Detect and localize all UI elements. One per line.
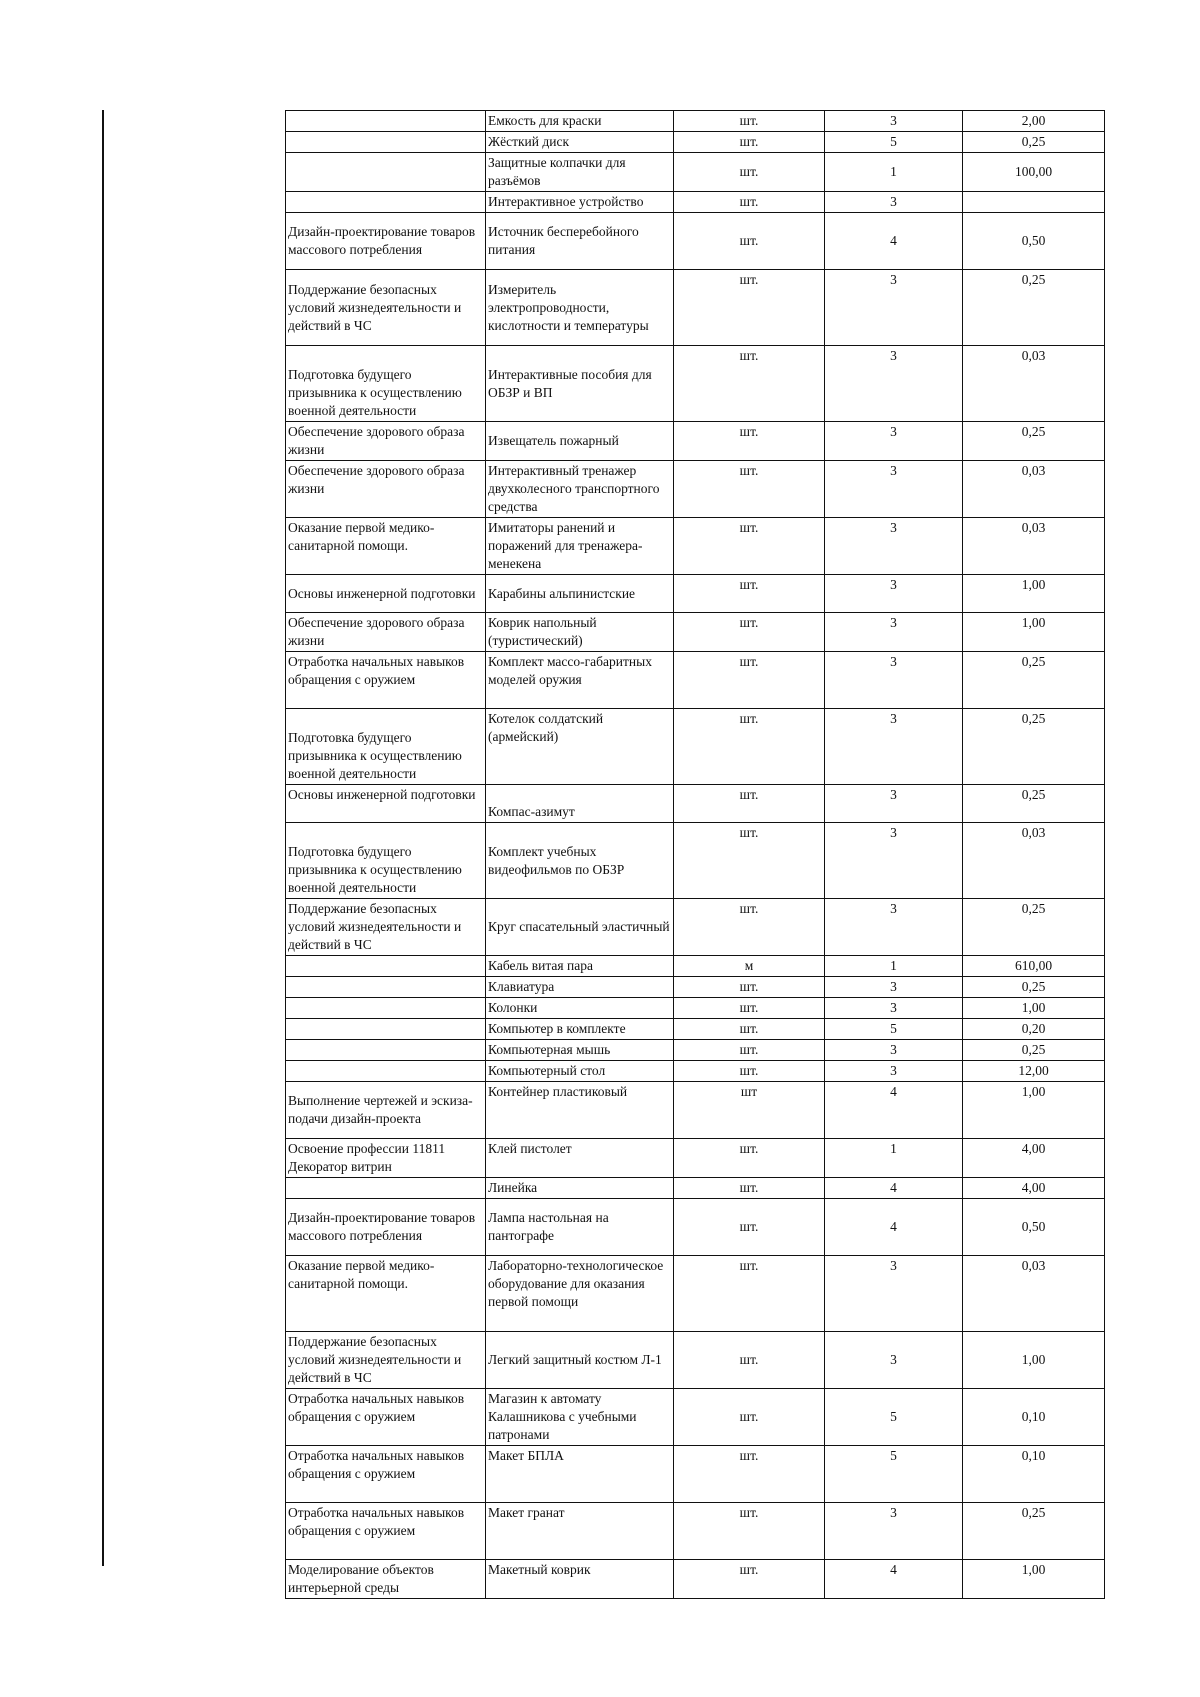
- quantity-cell: 3: [825, 346, 963, 422]
- equipment-cell: Защитные колпачки для разъёмов: [486, 153, 674, 192]
- equipment-cell: Легкий защитный костюм Л-1: [486, 1332, 674, 1389]
- value-cell: 0,50: [963, 1199, 1105, 1256]
- equipment-cell: Комплект массо-габаритных моделей оружия: [486, 652, 674, 709]
- value-cell: 0,20: [963, 1019, 1105, 1040]
- table-row: [286, 1560, 1105, 1599]
- discipline-cell: Подготовка будущего призывника к осуществлению военной деятельности: [286, 346, 486, 422]
- equipment-cell: Коврик напольный (туристический): [486, 613, 674, 652]
- discipline-cell: [286, 1178, 486, 1199]
- quantity-cell: 3: [825, 111, 963, 132]
- value-cell: 0,03: [963, 1256, 1105, 1332]
- quantity-cell: 3: [825, 575, 963, 613]
- unit-cell: шт.: [674, 1019, 825, 1040]
- value-cell: 1,00: [963, 1082, 1105, 1139]
- value-cell: 0,25: [963, 709, 1105, 785]
- discipline-cell: Дизайн-проектирование товаров массового потребления: [286, 213, 486, 270]
- table-row: [286, 785, 1105, 823]
- unit-cell: м: [674, 956, 825, 977]
- discipline-cell: [286, 1040, 486, 1061]
- equipment-cell: Лампа настольная на пантографе: [486, 1199, 674, 1256]
- value-cell: 0,03: [963, 461, 1105, 518]
- table-row: [286, 270, 1105, 346]
- value-cell: 4,00: [963, 1139, 1105, 1178]
- quantity-cell: 3: [825, 1040, 963, 1061]
- equipment-cell: Клей пистолет: [486, 1139, 674, 1178]
- quantity-cell: 4: [825, 213, 963, 270]
- unit-cell: шт.: [674, 1256, 825, 1332]
- table-row: [286, 1389, 1105, 1446]
- discipline-cell: Выполнение чертежей и эскиза-подачи дизайн-проекта: [286, 1082, 486, 1139]
- quantity-cell: 3: [825, 613, 963, 652]
- table-row: [286, 1139, 1105, 1178]
- value-cell: 0,25: [963, 785, 1105, 823]
- equipment-cell: Колонки: [486, 998, 674, 1019]
- table-row: [286, 613, 1105, 652]
- unit-cell: шт.: [674, 1446, 825, 1503]
- equipment-cell: Источник бесперебойного питания: [486, 213, 674, 270]
- quantity-cell: 3: [825, 652, 963, 709]
- table-row: [286, 192, 1105, 213]
- quantity-cell: 4: [825, 1560, 963, 1599]
- value-cell: 1,00: [963, 613, 1105, 652]
- equipment-cell: Комплект учебных видеофильмов по ОБЗР: [486, 823, 674, 899]
- unit-cell: шт.: [674, 652, 825, 709]
- unit-cell: шт: [674, 1082, 825, 1139]
- discipline-cell: Моделирование объектов интерьерной среды: [286, 1560, 486, 1599]
- unit-cell: шт.: [674, 1199, 825, 1256]
- equipment-cell: Интерактивное устройство: [486, 192, 674, 213]
- discipline-cell: Отработка начальных навыков обращения с оружием: [286, 1389, 486, 1446]
- value-cell: 0,50: [963, 213, 1105, 270]
- value-cell: 0,25: [963, 652, 1105, 709]
- unit-cell: шт.: [674, 613, 825, 652]
- discipline-cell: [286, 998, 486, 1019]
- quantity-cell: 3: [825, 1332, 963, 1389]
- value-cell: 0,25: [963, 1040, 1105, 1061]
- discipline-cell: Оказание первой медико-санитарной помощи.: [286, 518, 486, 575]
- table-row: [286, 1082, 1105, 1139]
- table-row: [286, 153, 1105, 192]
- quantity-cell: 3: [825, 709, 963, 785]
- table-row: [286, 422, 1105, 461]
- value-cell: 0,25: [963, 422, 1105, 461]
- equipment-table: [285, 110, 1105, 1599]
- quantity-cell: 3: [825, 998, 963, 1019]
- unit-cell: шт.: [674, 346, 825, 422]
- table-row: [286, 111, 1105, 132]
- quantity-cell: 4: [825, 1082, 963, 1139]
- table-row: [286, 213, 1105, 270]
- quantity-cell: 5: [825, 1389, 963, 1446]
- discipline-cell: Дизайн-проектирование товаров массового потребления: [286, 1199, 486, 1256]
- left-margin-rule: [102, 110, 104, 1566]
- equipment-cell: Линейка: [486, 1178, 674, 1199]
- quantity-cell: 5: [825, 1446, 963, 1503]
- unit-cell: шт.: [674, 422, 825, 461]
- equipment-cell: Компас-азимут: [486, 785, 674, 823]
- discipline-cell: [286, 956, 486, 977]
- table-row: [286, 346, 1105, 422]
- value-cell: 0,25: [963, 977, 1105, 998]
- equipment-cell: Компьютерная мышь: [486, 1040, 674, 1061]
- unit-cell: шт.: [674, 1139, 825, 1178]
- discipline-cell: [286, 132, 486, 153]
- value-cell: 0,25: [963, 899, 1105, 956]
- value-cell: 1,00: [963, 575, 1105, 613]
- equipment-cell: Извещатель пожарный: [486, 422, 674, 461]
- value-cell: 610,00: [963, 956, 1105, 977]
- quantity-cell: 4: [825, 1178, 963, 1199]
- unit-cell: шт.: [674, 192, 825, 213]
- unit-cell: шт.: [674, 709, 825, 785]
- quantity-cell: 3: [825, 823, 963, 899]
- equipment-cell: Кабель витая пара: [486, 956, 674, 977]
- table-row: [286, 652, 1105, 709]
- quantity-cell: 3: [825, 422, 963, 461]
- equipment-cell: Контейнер пластиковый: [486, 1082, 674, 1139]
- quantity-cell: 1: [825, 1139, 963, 1178]
- quantity-cell: 3: [825, 785, 963, 823]
- unit-cell: шт.: [674, 1560, 825, 1599]
- quantity-cell: 3: [825, 899, 963, 956]
- equipment-cell: Карабины альпинистские: [486, 575, 674, 613]
- unit-cell: шт.: [674, 977, 825, 998]
- table-body: [286, 111, 1105, 1599]
- value-cell: 0,03: [963, 518, 1105, 575]
- equipment-cell: Компьютер в комплекте: [486, 1019, 674, 1040]
- discipline-cell: Отработка начальных навыков обращения с оружием: [286, 1446, 486, 1503]
- unit-cell: шт.: [674, 1040, 825, 1061]
- table-row: [286, 956, 1105, 977]
- value-cell: 100,00: [963, 153, 1105, 192]
- discipline-cell: Поддержание безопасных условий жизнедеятельности и действий в ЧС: [286, 899, 486, 956]
- unit-cell: шт.: [674, 153, 825, 192]
- unit-cell: шт.: [674, 518, 825, 575]
- table-row: [286, 1256, 1105, 1332]
- equipment-cell: Имитаторы ранений и поражений для тренажера-менекена: [486, 518, 674, 575]
- unit-cell: шт.: [674, 1061, 825, 1082]
- unit-cell: шт.: [674, 132, 825, 153]
- unit-cell: шт.: [674, 111, 825, 132]
- unit-cell: шт.: [674, 785, 825, 823]
- discipline-cell: Отработка начальных навыков обращения с оружием: [286, 1503, 486, 1560]
- equipment-cell: Лабораторно-технологическое оборудование для оказания первой помощи: [486, 1256, 674, 1332]
- discipline-cell: [286, 977, 486, 998]
- value-cell: 1,00: [963, 998, 1105, 1019]
- quantity-cell: 4: [825, 1199, 963, 1256]
- table-row: [286, 977, 1105, 998]
- unit-cell: шт.: [674, 1389, 825, 1446]
- value-cell: 0,10: [963, 1446, 1105, 1503]
- unit-cell: шт.: [674, 823, 825, 899]
- unit-cell: шт.: [674, 1178, 825, 1199]
- discipline-cell: [286, 1019, 486, 1040]
- table-row: [286, 1332, 1105, 1389]
- discipline-cell: Обеспечение здорового образа жизни: [286, 613, 486, 652]
- unit-cell: шт.: [674, 1332, 825, 1389]
- unit-cell: шт.: [674, 575, 825, 613]
- equipment-cell: Круг спасательный эластичный: [486, 899, 674, 956]
- value-cell: 0,10: [963, 1389, 1105, 1446]
- unit-cell: шт.: [674, 998, 825, 1019]
- unit-cell: шт.: [674, 899, 825, 956]
- quantity-cell: 3: [825, 192, 963, 213]
- table-row: [286, 461, 1105, 518]
- table-row: [286, 998, 1105, 1019]
- unit-cell: шт.: [674, 461, 825, 518]
- equipment-cell: Макет БПЛА: [486, 1446, 674, 1503]
- equipment-cell: Интерактивный тренажер двухколесного транспортного средства: [486, 461, 674, 518]
- value-cell: 0,25: [963, 1503, 1105, 1560]
- discipline-cell: Оказание первой медико-санитарной помощи.: [286, 1256, 486, 1332]
- table-row: [286, 1040, 1105, 1061]
- equipment-cell: Магазин к автомату Калашникова с учебными патронами: [486, 1389, 674, 1446]
- value-cell: 0,03: [963, 346, 1105, 422]
- discipline-cell: Основы инженерной подготовки: [286, 575, 486, 613]
- equipment-cell: Клавиатура: [486, 977, 674, 998]
- quantity-cell: 5: [825, 1019, 963, 1040]
- table-row: [286, 899, 1105, 956]
- equipment-cell: Макетный коврик: [486, 1560, 674, 1599]
- value-cell: 0,03: [963, 823, 1105, 899]
- equipment-cell: Макет гранат: [486, 1503, 674, 1560]
- equipment-cell: Емкость для краски: [486, 111, 674, 132]
- discipline-cell: [286, 153, 486, 192]
- quantity-cell: 3: [825, 977, 963, 998]
- value-cell: 1,00: [963, 1332, 1105, 1389]
- discipline-cell: Отработка начальных навыков обращения с оружием: [286, 652, 486, 709]
- value-cell: 0,25: [963, 132, 1105, 153]
- table-row: [286, 132, 1105, 153]
- discipline-cell: [286, 111, 486, 132]
- quantity-cell: 3: [825, 518, 963, 575]
- value-cell: [963, 192, 1105, 213]
- discipline-cell: [286, 1061, 486, 1082]
- value-cell: 12,00: [963, 1061, 1105, 1082]
- equipment-cell: Компьютерный стол: [486, 1061, 674, 1082]
- discipline-cell: Подготовка будущего призывника к осуществлению военной деятельности: [286, 823, 486, 899]
- table-row: [286, 575, 1105, 613]
- discipline-cell: Поддержание безопасных условий жизнедеятельности и действий в ЧС: [286, 1332, 486, 1389]
- table-row: [286, 709, 1105, 785]
- table-row: [286, 518, 1105, 575]
- equipment-cell: Котелок солдатский (армейский): [486, 709, 674, 785]
- value-cell: 1,00: [963, 1560, 1105, 1599]
- value-cell: 2,00: [963, 111, 1105, 132]
- discipline-cell: Основы инженерной подготовки: [286, 785, 486, 823]
- quantity-cell: 1: [825, 153, 963, 192]
- discipline-cell: Поддержание безопасных условий жизнедеятельности и действий в ЧС: [286, 270, 486, 346]
- unit-cell: шт.: [674, 270, 825, 346]
- equipment-cell: Интерактивные пособия для ОБЗР и ВП: [486, 346, 674, 422]
- table-row: [286, 1061, 1105, 1082]
- unit-cell: шт.: [674, 1503, 825, 1560]
- quantity-cell: 3: [825, 1256, 963, 1332]
- discipline-cell: [286, 192, 486, 213]
- unit-cell: шт.: [674, 213, 825, 270]
- discipline-cell: Подготовка будущего призывника к осуществлению военной деятельности: [286, 709, 486, 785]
- quantity-cell: 1: [825, 956, 963, 977]
- table-row: [286, 1503, 1105, 1560]
- value-cell: 0,25: [963, 270, 1105, 346]
- discipline-cell: Обеспечение здорового образа жизни: [286, 422, 486, 461]
- discipline-cell: Обеспечение здорового образа жизни: [286, 461, 486, 518]
- quantity-cell: 3: [825, 461, 963, 518]
- discipline-cell: Освоение профессии 11811 Декоратор витрин: [286, 1139, 486, 1178]
- quantity-cell: 3: [825, 1061, 963, 1082]
- table-row: [286, 1199, 1105, 1256]
- quantity-cell: 3: [825, 1503, 963, 1560]
- quantity-cell: 3: [825, 270, 963, 346]
- value-cell: 4,00: [963, 1178, 1105, 1199]
- table-row: [286, 823, 1105, 899]
- equipment-cell: Измеритель электропроводности, кислотности и температуры: [486, 270, 674, 346]
- equipment-cell: Жёсткий диск: [486, 132, 674, 153]
- quantity-cell: 5: [825, 132, 963, 153]
- table-row: [286, 1019, 1105, 1040]
- table-row: [286, 1178, 1105, 1199]
- table-row: [286, 1446, 1105, 1503]
